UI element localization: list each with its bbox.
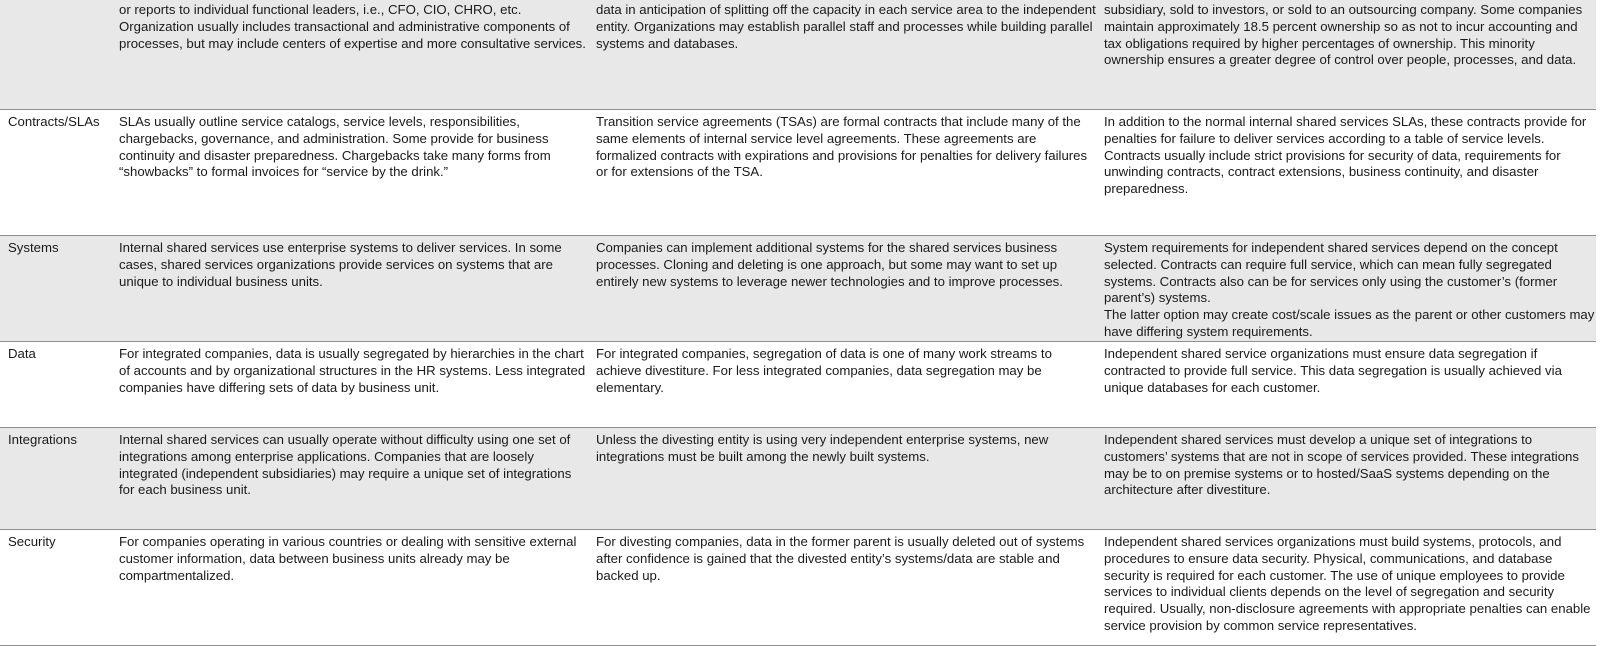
- table-row-security: [0, 530, 1596, 646]
- row-label: Systems: [8, 240, 59, 255]
- divesting-cell: Unless the divesting entity is using very independent enterprise systems, new integrations must be built among the newly built systems.: [596, 432, 1049, 464]
- table-row-contracts: [0, 110, 1596, 236]
- divesting-cell: Companies can implement additional systems for the shared services business processes. Cloning and deleting is one approach, but some may want to set up entirely new systems to leverage newer technologies and to improve processes.: [596, 240, 1063, 289]
- independent-cell: Independent shared services organizations must build systems, protocols, and procedures to ensure data security. Physical, communications, and database security is required for each customer. The use of unique employees to provide services to individual clients depends on the level of segregation and security required. Usually, non-disclosure agreements with appropriate penalties can enable service provision by common service representatives.: [1104, 534, 1591, 633]
- divesting-cell: data in anticipation of splitting off the capacity in each service area to the independent entity. Organizations may establish parallel staff and processes while building parallel systems and databases.: [596, 2, 1096, 51]
- row-label: Integrations: [8, 432, 77, 447]
- table-row-systems: [0, 236, 1596, 342]
- row-label: Data: [8, 346, 36, 361]
- table-row-data: [0, 342, 1596, 428]
- divesting-cell: Transition service agreements (TSAs) are formal contracts that include many of the same elements of internal service level agreements. These agreements are formalized contracts with expirations and provisions for penalties for delivery failures or for extensions of the TSA.: [596, 114, 1088, 180]
- internal-shared-services-cell: SLAs usually outline service catalogs, service levels, responsibilities, chargebacks, governance, and administration. Some provide for business continuity and disaster preparedness. Chargebacks take many forms from “showbacks” to formal invoices for “service by the drink.”: [119, 114, 551, 180]
- internal-shared-services-cell: For companies operating in various countries or dealing with sensitive external customer information, data between business units already may be compartmentalized.: [119, 534, 577, 583]
- row-label: Contracts/SLAs: [8, 114, 100, 129]
- internal-shared-services-cell: Internal shared services can usually operate without difficulty using one set of integrations among enterprise applications. Companies that are loosely integrated (independent subsidiaries) may require a unique set of integrations for each business unit.: [119, 432, 572, 498]
- row-label: Security: [8, 534, 56, 549]
- independent-cell: Independent shared service organizations must ensure data segregation if contracted to provide full service. This data segregation is usually achieved via unique databases for each customer.: [1104, 346, 1562, 395]
- table-row-organization: [0, 0, 1596, 110]
- row-label: [0, 0, 117, 109]
- independent-cell: subsidiary, sold to investors, or sold to an outsourcing company. Some companies maintain approximately 18.5 percent ownership so as not to incur accounting and tax obligations required by higher percentages of ownership. This minority ownership ensures a greater degree of control over people, processes, and data.: [1104, 2, 1583, 68]
- internal-shared-services-cell: Internal shared services use enterprise systems to deliver services. In some cases, shared services organizations provide services on systems that are unique to individual business units.: [119, 240, 562, 289]
- internal-shared-services-cell: or reports to individual functional leaders, i.e., CFO, CIO, CHRO, etc. Organization usually includes transactional and administrative components of processes, but may include centers of expertise and more consultative services.: [119, 2, 586, 51]
- internal-shared-services-cell: For integrated companies, data is usually segregated by hierarchies in the chart of accounts and by organizational structures in the HR systems. Less integrated companies have differing sets of data by business unit.: [119, 346, 586, 395]
- divesting-cell: For integrated companies, segregation of data is one of many work streams to achieve divestiture. For less integrated companies, data segregation may be elementary.: [596, 346, 1052, 395]
- divesting-cell: For divesting companies, data in the former parent is usually deleted out of systems after confidence is gained that the divested entity’s systems/data are stable and backed up.: [596, 534, 1085, 583]
- table-row-integrations: [0, 428, 1596, 530]
- independent-cell: In addition to the normal internal shared services SLAs, these contracts provide for penalties for failure to deliver services according to a table of service levels. Contracts usually include strict provisions for security of data, requirements for unwinding contracts, contract extensions, business continuity, and disaster preparedness.: [1104, 114, 1587, 197]
- independent-cell: System requirements for independent shared services depend on the concept selected. Contracts can require full service, which can mean fully segregated systems. Contracts also can be for services only using the customer’s (former parent’s) systems. The latter option may create cost/scale issues as the parent or other customers may have differing system requirements.: [1104, 240, 1595, 339]
- independent-cell: Independent shared services must develop a unique set of integrations to customers’ systems that are not in scope of services provided. These integrations may be to on premise systems or to hosted/SaaS systems depending on the architecture after divestiture.: [1104, 432, 1579, 498]
